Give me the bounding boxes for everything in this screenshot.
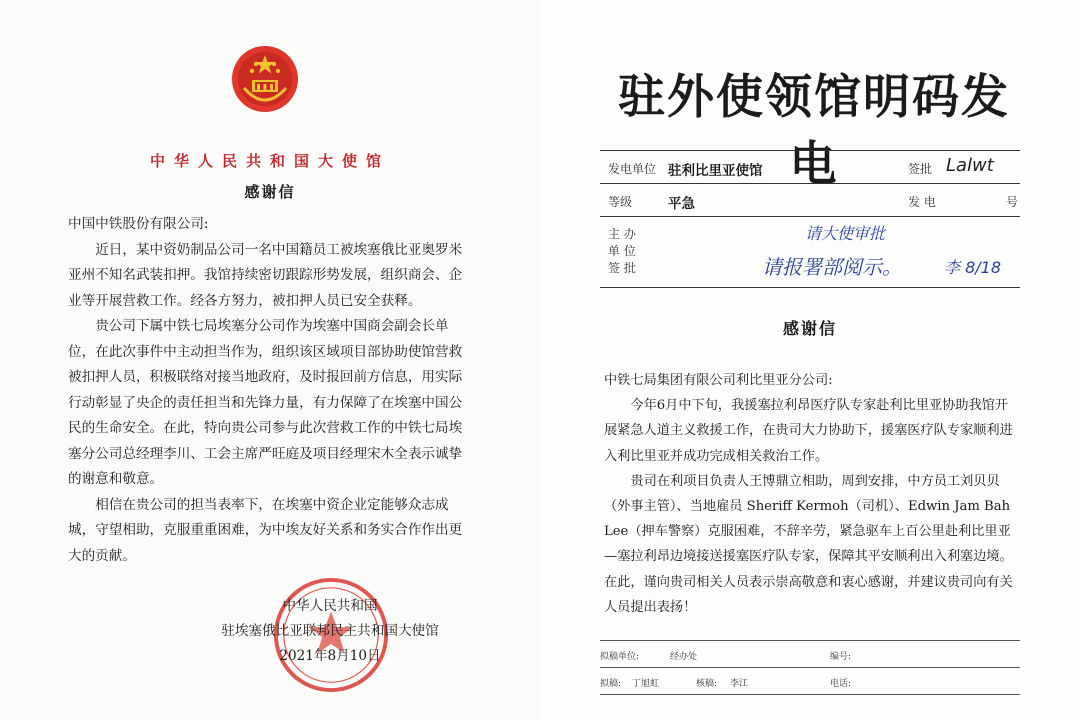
footer-row: 拟稿: 丁旭虹 核稿: 李江 电话: [600, 667, 1020, 695]
paragraph: 贵公司下属中铁七局埃塞分公司作为埃塞中国商会副会长单位，在此次事件中主动担当作为，组织该区域项目部协助使馆营救被扣押人员，积极联络对接当地政府，及时报回前方信息，用实际行动彰显了央企的责任担当和先锋力量，有力保障了在埃塞中国公民的生命安全。在此，特向贵公司参与此次营救工作的中铁七局埃塞分公司总经理李川、工会主席严旺庭及项目经理宋木全表示诚挚的谢意和敬意。 [68, 318, 463, 487]
form-row-level [600, 184, 1020, 217]
salutation: 中铁七局集团有限公司利比里亚分公司: [604, 373, 833, 388]
letter-title: 感谢信 [244, 183, 296, 201]
level-label: 等级 [608, 195, 633, 209]
number-label: 号 [1006, 195, 1019, 209]
letter-title: 感谢信 [782, 319, 837, 338]
signature-date: 2021年8月10日 [279, 648, 381, 664]
handwritten-note-1: 请大使审批 [805, 224, 886, 243]
right-letter [540, 0, 1080, 720]
telegram-form [600, 150, 1020, 288]
embassy-name: 中华人民共和国大使馆 [149, 152, 390, 170]
approval-label: 签批 [908, 162, 933, 176]
handwritten-note-2: 请报署部阅示。 [762, 255, 902, 279]
signature-block [200, 594, 460, 669]
telegram-footer [600, 640, 1020, 695]
letter-body [68, 212, 468, 569]
level-value: 平急 [668, 196, 695, 212]
national-emblem-icon [230, 44, 300, 114]
footer-row: 拟稿单位: 经办处 编号: [600, 640, 1020, 667]
sender-value: 驻利比里亚使馆 [668, 163, 763, 179]
approval-signature: Lalwt [946, 155, 994, 176]
signature-country: 中华人民共和国 [282, 598, 378, 614]
salutation: 中国中铁股份有限公司: [68, 216, 209, 232]
department-label: 主 办 单 位 签 批 [608, 227, 636, 275]
paragraph: 近日，某中资奶制品公司一名中国籍员工被埃塞俄比亚奥罗米亚州不知名武装扣押。我馆持续密切跟踪形势发展，组织商会、企业等开展营救工作。经各方努力，被扣押人员已安全获释。 [68, 241, 463, 309]
sender-label: 发电单位 [608, 162, 657, 176]
telegram-header: 驻外使领馆明码发电 [618, 70, 1010, 192]
handwritten-note-3: 李 8/18 [944, 258, 1002, 277]
telegram-label: 发 电 [908, 195, 936, 209]
form-row-sender [600, 150, 1020, 184]
letter-body [604, 368, 1014, 620]
paragraph: 相信在贵公司的担当表率下，在埃塞中资企业定能够众志成城，守望相助，克服重重困难，为中埃友好关系和务实合作作出更大的贡献。 [68, 496, 463, 564]
paragraph: 今年6月中下旬，我援塞拉利昂医疗队专家赴利比里亚协助我馆开展紧急人道主义救援工作，在贵司大力协助下，援塞医疗队专家顺利进入利比里亚并成功完成相关救治工作。 [604, 398, 1013, 464]
signature-embassy: 驻埃塞俄比亚联邦民主共和国大使馆 [221, 623, 439, 639]
paragraph: 贵司在利项目负责人王博鼎立相助，周到安排，中方员工刘贝贝（外事主管）、当地雇员 Sheriff Kermoh（司机）、Edwin Jam Bah Lee（押车警察）克服困难，不辞辛劳，紧急驱车上百公里赴利比里亚—塞拉利昂边境接送援塞医疗队专家，保障其平安顺利出入利塞边境。在此，谨向贵司相关人员表示崇高敬意和衷心感谢，并建议贵司向有关人员提出表扬！ [604, 473, 1013, 615]
form-row-department [600, 217, 1020, 288]
